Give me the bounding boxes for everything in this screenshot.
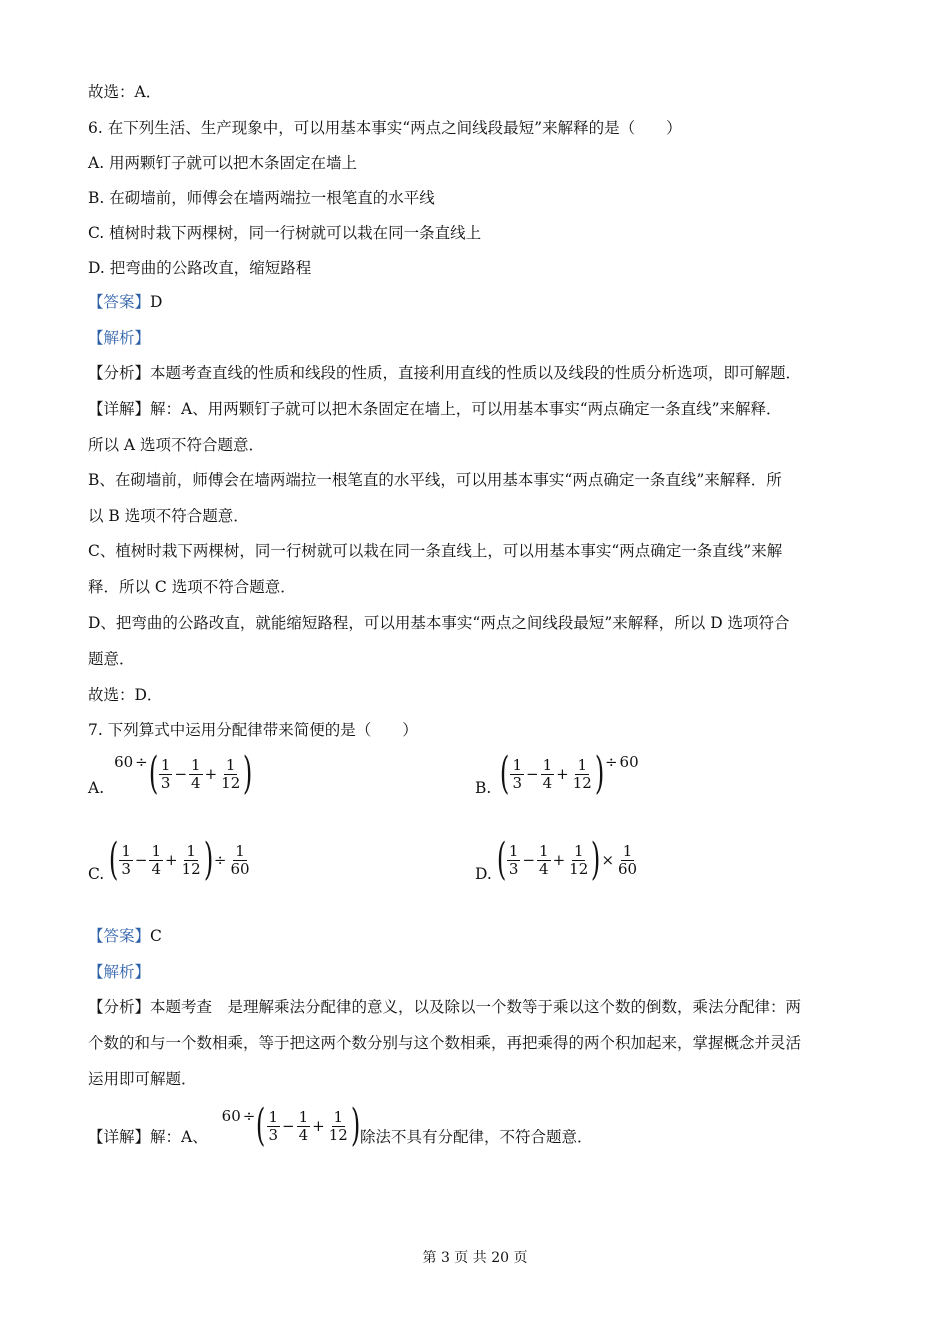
left-paren: ( [256,1100,266,1151]
numerator: 1 [225,755,236,774]
denominator: 3 [268,1125,279,1144]
numerator: 1 [186,841,196,860]
denominator: 12 [569,859,589,878]
fraction [541,757,555,792]
fraction [507,843,521,878]
number: 60 [221,1107,241,1125]
fraction [267,1109,281,1144]
xiangjie-tag: 【详解】 [88,400,151,418]
fraction [219,757,242,792]
q6-detail-line-1: 所以 A 选项不符合题意． [88,436,265,454]
xiangjie-suffix: 除法不具有分配律，不符合题意． [360,1128,593,1146]
expression [109,834,252,885]
q6-xiangjie [88,399,782,419]
denominator: 4 [542,773,553,792]
left-paren: ( [496,834,507,885]
number: 60 [619,753,639,771]
denominator: 60 [618,859,638,878]
q6-detail-line-4: C、植树时栽下两棵树，同一行树就可以栽在同一条直线上，可以用基本事实“两点确定一条直线”来解 [88,542,783,560]
q6-detail-line-5: 释．所以 C 选项不符合题意． [88,578,296,596]
fenxi-text: 本题考查直线的性质和线段的性质，直接利用直线的性质以及线段的性质分析选项，即可解题． [150,364,802,382]
prev-answer-line: 故选：A． [88,83,162,101]
answer-tag: 【答案】 [88,927,151,945]
q6-detail-line-2: B、在砌墙前，师傅会在墙两端拉一根笔直的水平线，可以用基本事实“两点确定一条直线”来解释．所 [88,471,782,489]
denominator: 3 [508,859,519,878]
fraction [616,843,639,878]
expression [500,748,639,799]
number: 60 [114,753,134,771]
fraction [180,843,203,878]
xiangjie-tag: 【详解】 [88,1128,151,1146]
option-label: A. [88,779,105,797]
left-paren: ( [500,748,510,799]
q7-xiangjie [88,1100,593,1154]
numerator: 1 [512,755,522,774]
times-sign: × [601,851,615,869]
q6-analysis-heading: 【解析】 [88,329,151,347]
numerator: 1 [508,841,519,860]
denominator: 3 [512,773,522,792]
question-7: 7. 下列算式中运用分配律带来简便的是（ ） [88,721,418,739]
page-footer: 第 3 页 共 20 页 [422,1250,528,1266]
q6-final-choice: 故选：D． [88,686,163,704]
left-paren: ( [148,748,159,799]
numerator: 1 [268,1107,279,1126]
numerator: 1 [542,755,553,774]
expression [496,834,640,885]
denominator: 3 [121,859,131,878]
minus-sign: − [525,765,539,783]
left-paren: ( [109,834,119,885]
fenxi-tag: 【分析】 [88,364,151,382]
denominator: 12 [572,773,592,792]
minus-sign: − [174,765,188,783]
xiangjie-text: 解：A、用两颗钉子就可以把木条固定在墙上，可以用基本事实“两点确定一条直线”来解释． [150,400,782,418]
denominator: 12 [181,859,201,878]
right-paren: ) [594,748,605,799]
plus-sign: + [556,765,569,783]
denominator: 3 [160,773,171,792]
fraction [537,843,551,878]
expression [113,748,253,799]
denominator: 60 [230,859,250,878]
denominator: 4 [298,1125,309,1144]
option-label: B. [475,779,492,797]
denominator: 12 [328,1125,348,1144]
numerator: 1 [191,755,201,774]
plus-sign: + [552,851,566,869]
option-label: C. [88,865,105,883]
denominator: 12 [221,773,241,792]
answer-value: C [150,927,162,945]
q7-option-a [88,748,253,802]
numerator: 1 [298,1107,309,1126]
numerator: 1 [333,1107,344,1126]
numerator: 1 [151,841,162,860]
q6-option-c: C. 植树时栽下两棵树，同一行树就可以栽在同一条直线上 [88,224,482,242]
q6-detail-line-7: 题意． [88,650,135,668]
plus-sign: + [204,765,218,783]
fraction [159,757,173,792]
right-paren: ) [243,748,253,799]
q7-option-c [88,834,253,888]
fraction [119,843,133,878]
right-paren: ) [350,1100,361,1151]
minus-sign: − [282,1117,295,1135]
numerator: 1 [573,841,584,860]
q7-fenxi-line-3: 运用即可解题． [88,1070,197,1088]
divide-sign: ÷ [213,851,227,869]
right-paren: ) [591,834,601,885]
fraction [567,843,590,878]
divide-sign: ÷ [604,753,618,771]
q7-fenxi-line-2: 个数的和与一个数相乘，等于把这两个数分别与这个数相乘，再把乘得的两个积加起来，掌握概念并灵活 [88,1034,802,1052]
q6-answer [88,292,162,312]
q6-fenxi [88,363,801,383]
numerator: 1 [577,755,587,774]
plus-sign: + [165,851,178,869]
fraction [297,1109,311,1144]
right-paren: ) [203,834,213,885]
divide-sign: ÷ [135,753,148,771]
fraction [149,843,163,878]
minus-sign: − [522,851,536,869]
q6-option-d: D. 把弯曲的公路改直，缩短路程 [88,259,312,277]
numerator: 1 [235,841,245,860]
option-label: D. [475,865,492,883]
numerator: 1 [121,841,131,860]
q6-detail-line-3: 以 B 选项不符合题意． [88,507,249,525]
plus-sign: + [312,1117,325,1135]
q7-option-d [475,834,640,888]
divide-sign: ÷ [242,1107,256,1125]
question-6: 6. 在下列生活、生产现象中，可以用基本事实“两点之间线段最短”来解释的是（ ） [88,119,682,137]
q7-analysis-heading: 【解析】 [88,963,151,981]
q7-option-b [475,748,640,802]
numerator: 1 [160,755,171,774]
denominator: 4 [539,859,549,878]
fraction [510,757,524,792]
denominator: 4 [191,773,201,792]
q6-option-b: B. 在砌墙前，师傅会在墙两端拉一根笔直的水平线 [88,189,435,207]
expression [221,1100,361,1151]
q7-fenxi [88,997,801,1017]
q7-answer [88,926,162,946]
fraction [189,757,203,792]
denominator: 4 [151,859,162,878]
xiangjie-prefix: 解：A、 [150,1128,208,1146]
answer-value: D [150,293,163,311]
answer-tag: 【答案】 [88,293,151,311]
numerator: 1 [622,841,633,860]
fraction [327,1109,350,1144]
fenxi-tag: 【分析】 [88,998,151,1016]
minus-sign: − [134,851,148,869]
q6-option-a: A. 用两颗钉子就可以把木条固定在墙上 [88,154,358,172]
q6-detail-line-6: D、把弯曲的公路改直，就能缩短路程，可以用基本事实“两点之间线段最短”来解释，所以 D 选项符合 [88,614,790,632]
fraction [228,843,251,878]
numerator: 1 [539,841,549,860]
fenxi-text: 本题考查 是理解乘法分配律的意义，以及除以一个数等于乘以这个数的倒数，乘法分配律：两 [150,998,802,1016]
fraction [571,757,594,792]
